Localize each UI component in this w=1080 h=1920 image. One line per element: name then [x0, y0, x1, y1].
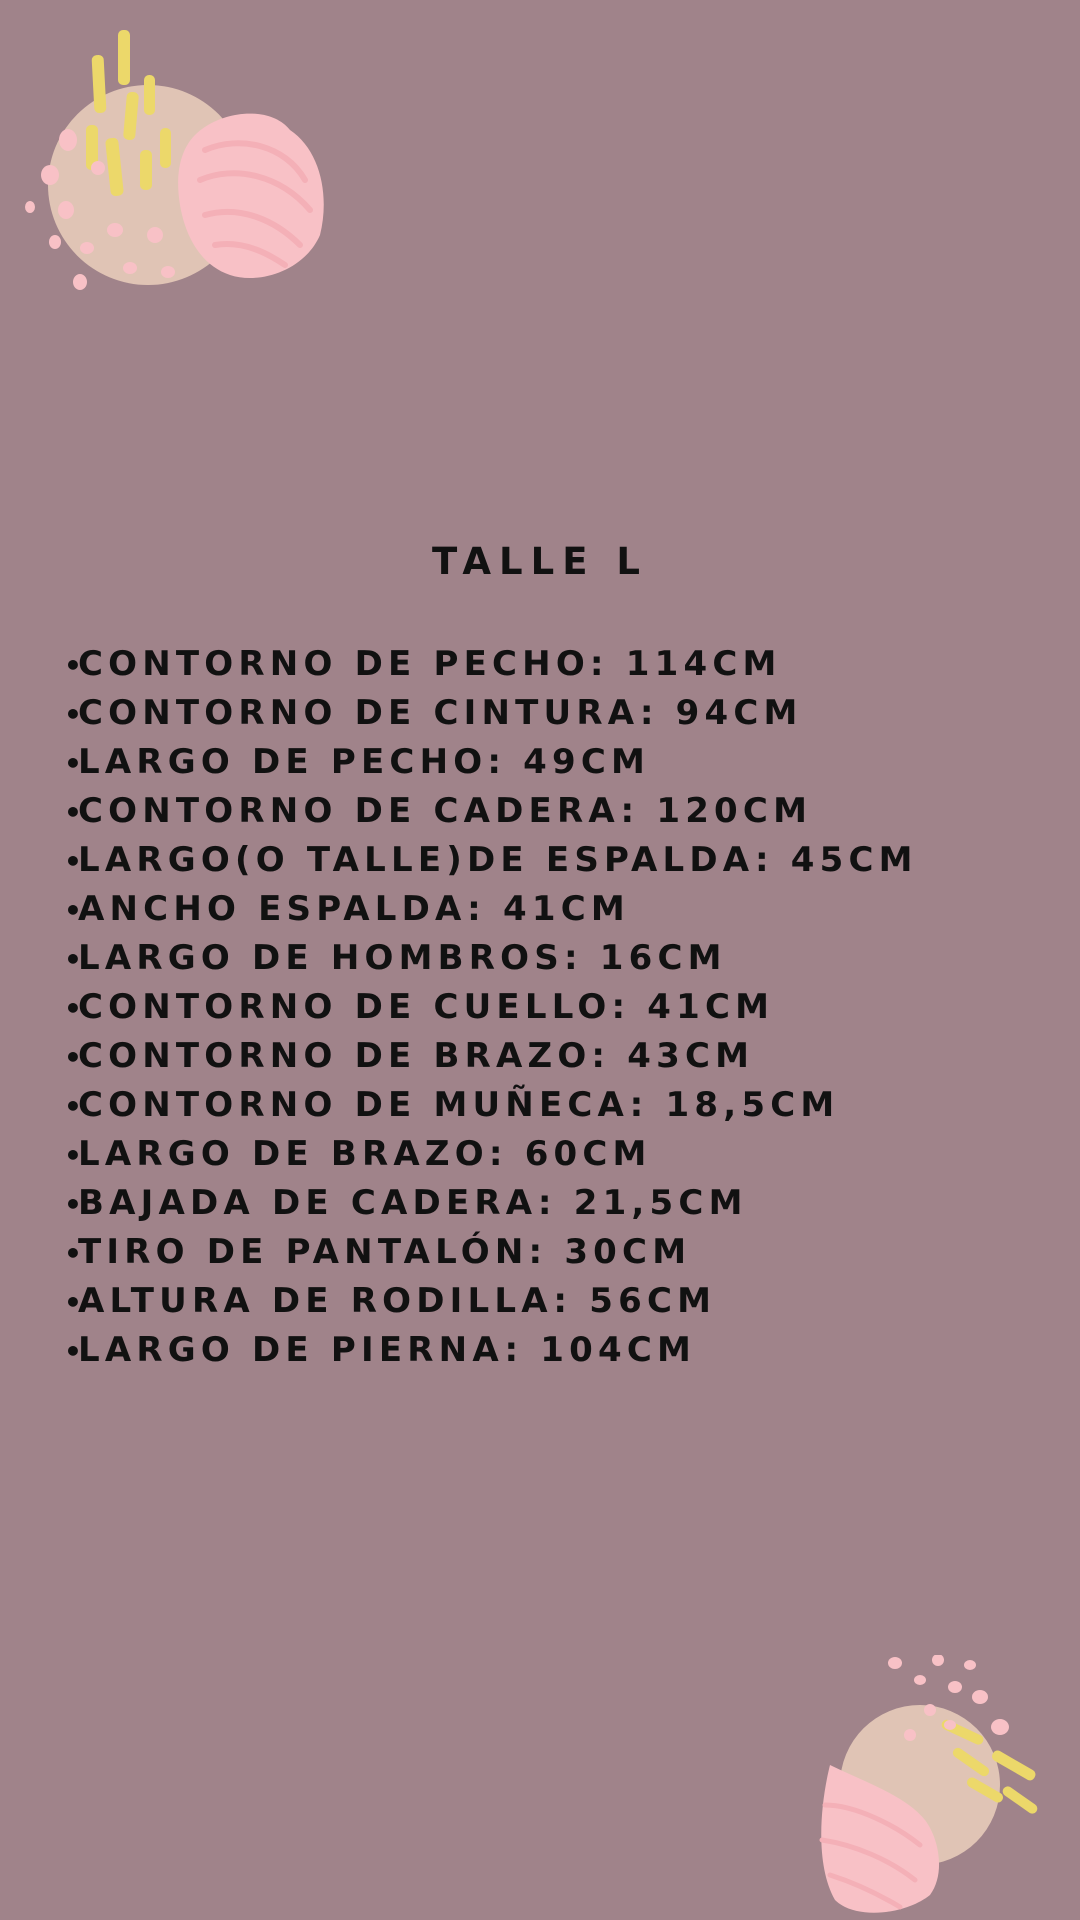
list-item-text: LARGO(O TALLE)DE ESPALDA: 45CM: [78, 840, 918, 880]
bullet-icon: •: [64, 698, 82, 731]
list-item: [64, 1032, 918, 1081]
bullet-icon: •: [64, 1188, 82, 1221]
list-item: [64, 1326, 918, 1375]
list-item-text: LARGO DE HOMBROS: 16CM: [78, 938, 727, 978]
page-title: TALLE L: [432, 540, 648, 583]
bullet-icon: •: [64, 1139, 82, 1172]
bullet-icon: •: [64, 1237, 82, 1270]
list-item: [64, 1081, 918, 1130]
list-item-text: CONTORNO DE PECHO: 114CM: [78, 644, 782, 684]
bullet-icon: •: [64, 796, 82, 829]
list-item-text: CONTORNO DE MUÑECA: 18,5CM: [78, 1085, 840, 1125]
bullet-icon: •: [64, 747, 82, 780]
list-item-text: CONTORNO DE BRAZO: 43CM: [78, 1036, 755, 1076]
bullet-icon: •: [64, 1090, 82, 1123]
list-item-text: CONTORNO DE CINTURA: 94CM: [78, 693, 803, 733]
bullet-icon: •: [64, 649, 82, 682]
list-item: [64, 836, 918, 885]
list-item: [64, 738, 918, 787]
list-item-text: BAJADA DE CADERA: 21,5CM: [78, 1183, 748, 1223]
list-item: [64, 1179, 918, 1228]
list-item-text: CONTORNO DE CADERA: 120CM: [78, 791, 813, 831]
bullet-icon: •: [64, 943, 82, 976]
list-item: [64, 885, 918, 934]
list-item: [64, 640, 918, 689]
list-item: [64, 689, 918, 738]
list-item: [64, 934, 918, 983]
list-item: [64, 787, 918, 836]
bullet-icon: •: [64, 992, 82, 1025]
list-item-text: ALTURA DE RODILLA: 56CM: [78, 1281, 717, 1321]
bullet-icon: •: [64, 1286, 82, 1319]
list-item-text: CONTORNO DE CUELLO: 41CM: [78, 987, 775, 1027]
list-item-text: LARGO DE PIERNA: 104CM: [78, 1330, 697, 1370]
list-item-text: TIRO DE PANTALÓN: 30CM: [78, 1232, 692, 1272]
list-item-text: LARGO DE BRAZO: 60CM: [78, 1134, 652, 1174]
list-item: [64, 1228, 918, 1277]
list-item: [64, 983, 918, 1032]
bullet-icon: •: [64, 845, 82, 878]
list-item-text: ANCHO ESPALDA: 41CM: [78, 889, 630, 929]
bullet-icon: •: [64, 1335, 82, 1368]
paint-blob-top-icon: [20, 20, 340, 310]
list-item: [64, 1130, 918, 1179]
list-item-text: LARGO DE PECHO: 49CM: [78, 742, 651, 782]
bullet-icon: •: [64, 1041, 82, 1074]
measurement-list: [64, 640, 918, 1375]
list-item: [64, 1277, 918, 1326]
paint-blob-bottom-icon: [810, 1655, 1060, 1920]
bullet-icon: •: [64, 894, 82, 927]
